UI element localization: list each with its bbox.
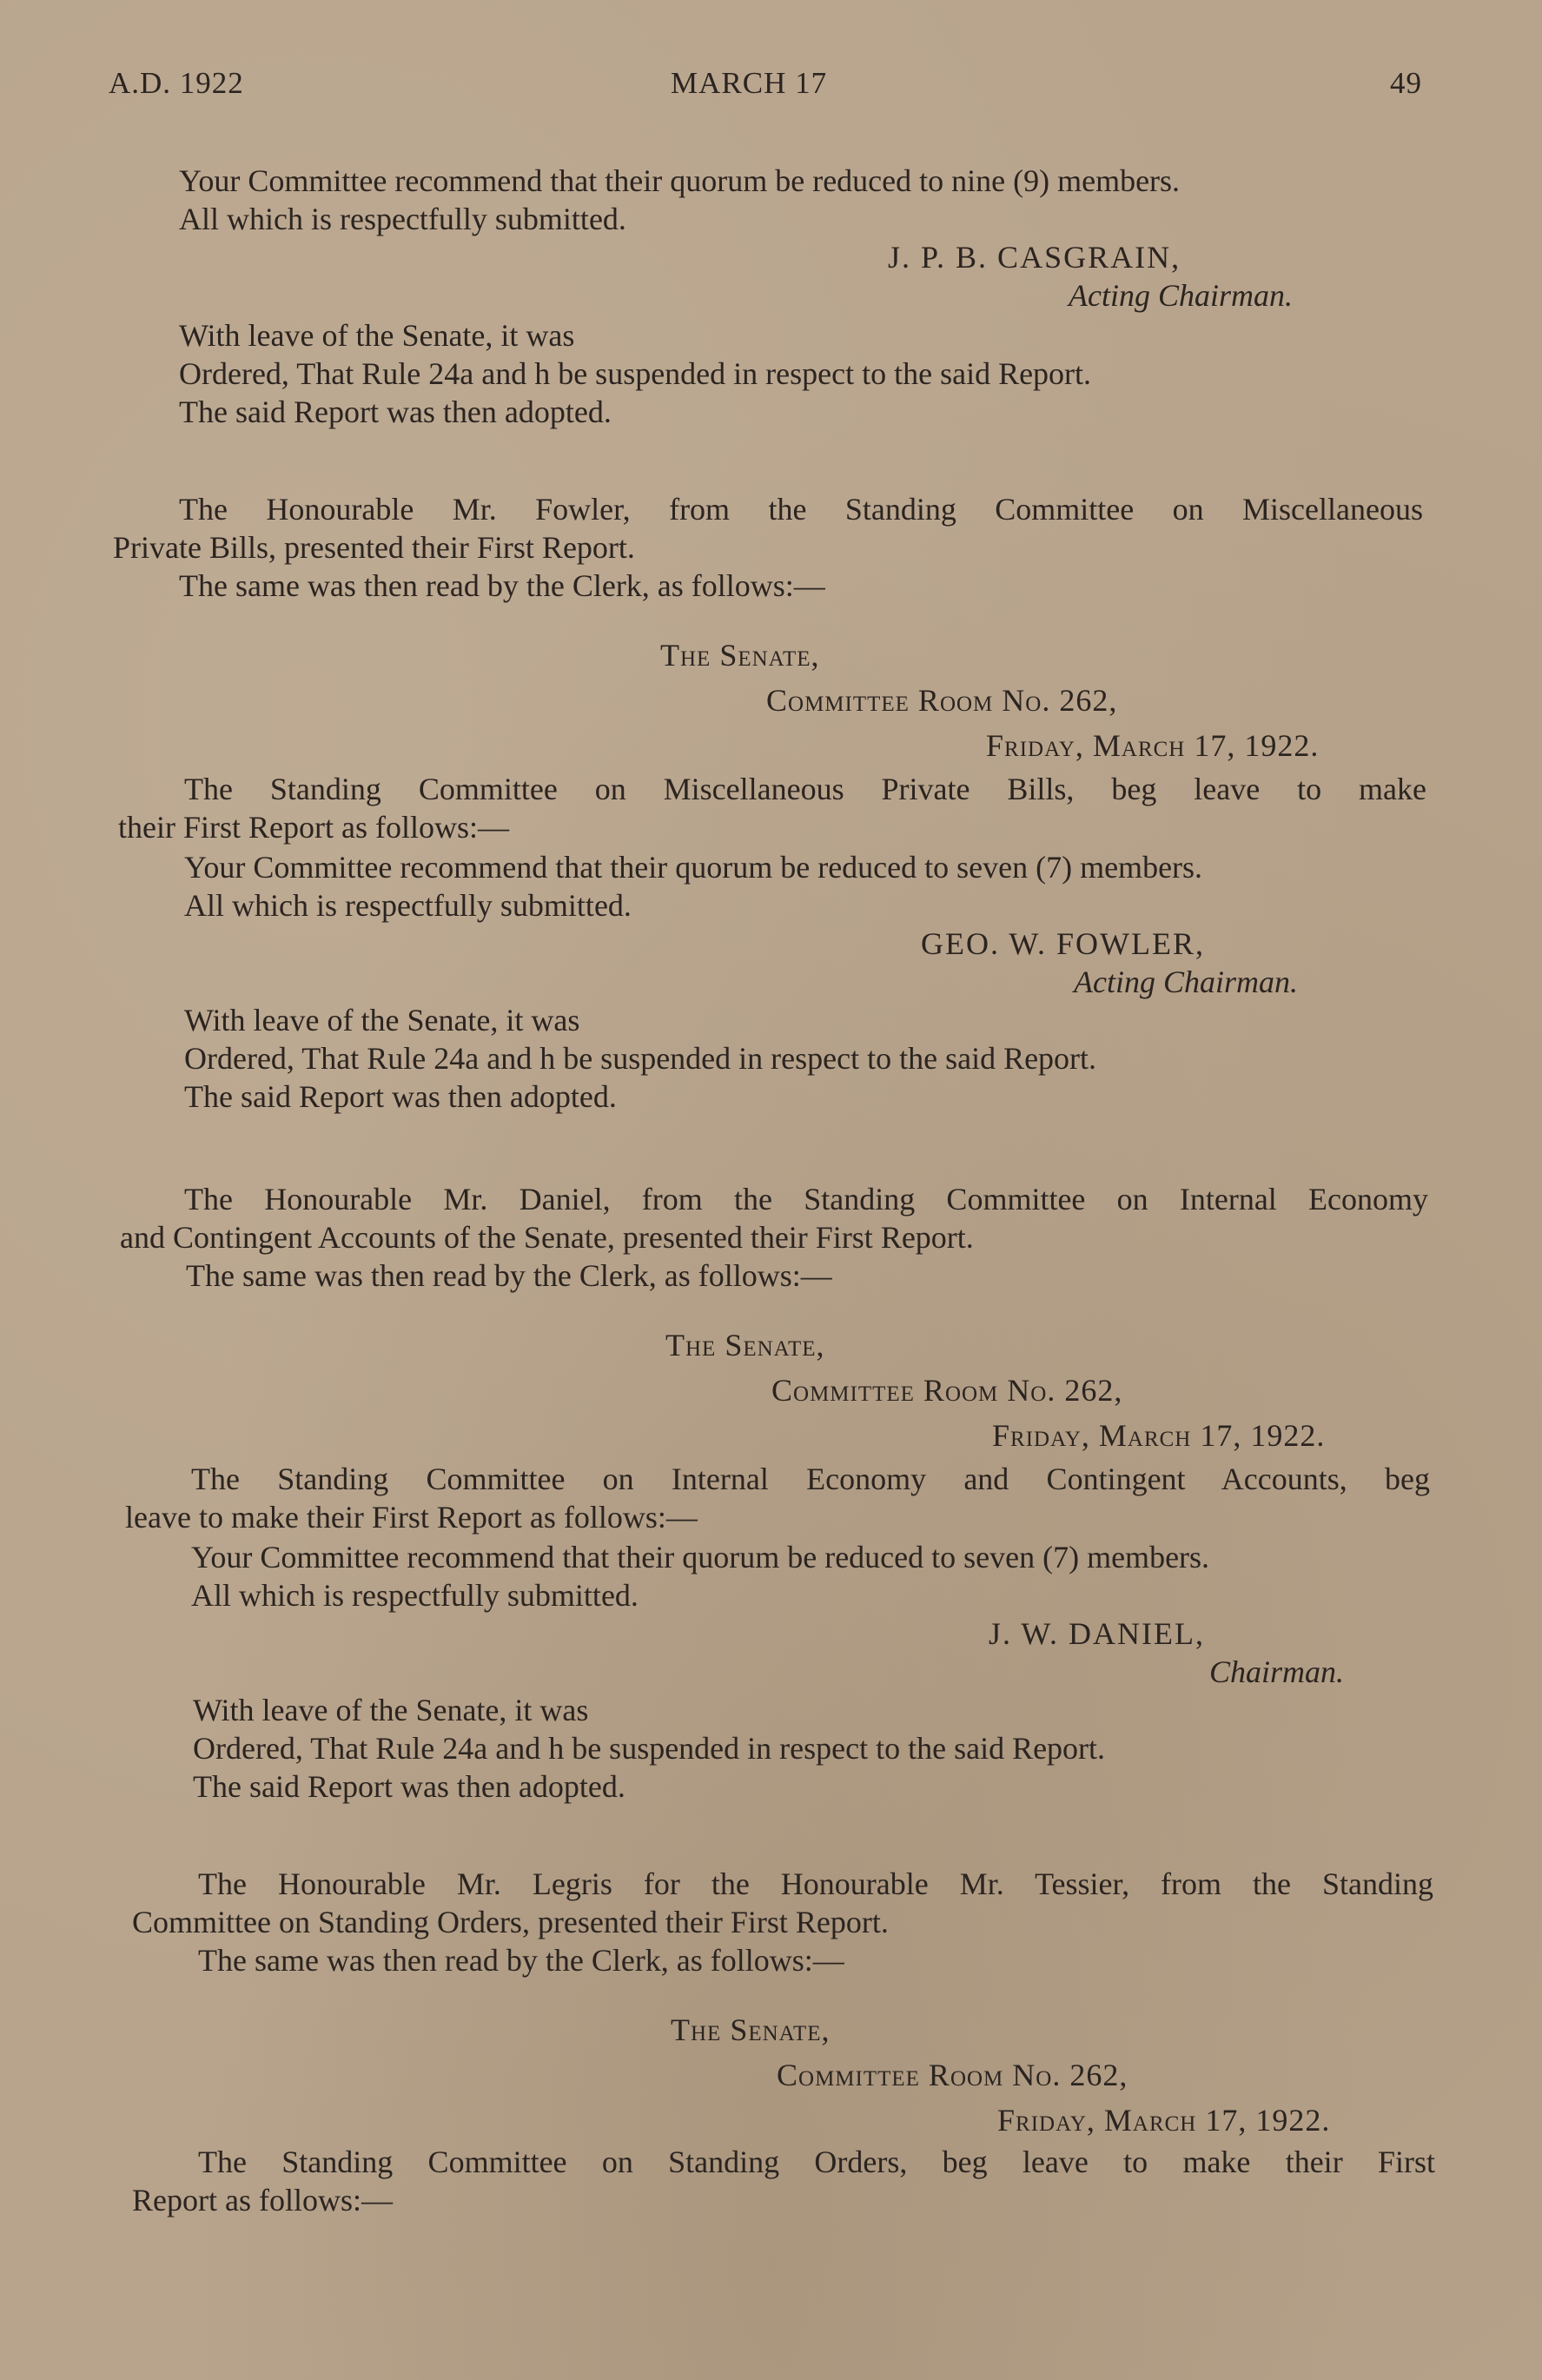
paragraph-line: Committee on Standing Orders, presented their First Report. — [132, 1905, 889, 1939]
signature-name: J. W. DANIEL, — [989, 1616, 1205, 1651]
signature-title: Chairman. — [1209, 1654, 1345, 1689]
paragraph-line: With leave of the Senate, it was — [184, 1003, 580, 1038]
paragraph-line: The Honourable Mr. Daniel, from the Standing Committee on Internal Economy — [184, 1182, 1428, 1217]
paragraph-line: Your Committee recommend that their quorum be reduced to nine (9) members. — [179, 163, 1181, 198]
letter-room: Committee Room No. 262, — [771, 1373, 1123, 1408]
header-date: MARCH 17 — [671, 66, 828, 100]
paragraph-line: All which is respectfully submitted. — [191, 1578, 639, 1613]
paragraph-line: The said Report was then adopted. — [184, 1079, 617, 1114]
paragraph-line: Ordered, That Rule 24a and h be suspended in respect to the said Report. — [184, 1041, 1097, 1076]
paragraph-line: and Contingent Accounts of the Senate, presented their First Report. — [120, 1220, 974, 1255]
page-number: 49 — [1390, 66, 1422, 100]
paragraph-line: The Honourable Mr. Fowler, from the Standing Committee on Miscellaneous — [179, 492, 1423, 527]
letter-heading: The Senate, — [660, 638, 820, 673]
signature-name: J. P. B. CASGRAIN, — [888, 240, 1181, 275]
paragraph-line: Ordered, That Rule 24a and h be suspended in respect to the said Report. — [193, 1731, 1106, 1766]
header-year: A.D. 1922 — [109, 66, 244, 100]
paragraph-line: Ordered, That Rule 24a and h be suspended in respect to the said Report. — [179, 356, 1092, 391]
paragraph-line: their First Report as follows:— — [118, 810, 509, 845]
paragraph-line: Report as follows:— — [132, 2183, 393, 2218]
paragraph-line: Your Committee recommend that their quorum be reduced to seven (7) members. — [191, 1540, 1210, 1575]
paragraph-line: The same was then read by the Clerk, as follows:— — [179, 568, 825, 603]
paragraph-line: With leave of the Senate, it was — [193, 1693, 589, 1727]
paragraph-line: The same was then read by the Clerk, as follows:— — [198, 1943, 844, 1978]
letter-date: Friday, March 17, 1922. — [997, 2103, 1331, 2138]
paragraph-line: Private Bills, presented their First Report. — [113, 530, 635, 565]
paragraph-line: With leave of the Senate, it was — [179, 318, 575, 353]
letter-heading: The Senate, — [665, 1328, 825, 1362]
paragraph-line: Your Committee recommend that their quorum be reduced to seven (7) members. — [184, 850, 1203, 885]
paragraph-line: The Standing Committee on Standing Orders, beg leave to make their First — [198, 2145, 1435, 2179]
signature-title: Acting Chairman. — [1074, 965, 1298, 999]
paragraph-line: The Standing Committee on Internal Economy and Contingent Accounts, beg — [191, 1462, 1430, 1496]
signature-name: GEO. W. FOWLER, — [921, 926, 1205, 961]
letter-heading: The Senate, — [671, 2012, 831, 2047]
letter-room: Committee Room No. 262, — [766, 683, 1118, 718]
signature-title: Acting Chairman. — [1069, 278, 1293, 313]
paragraph-line: The Honourable Mr. Legris for the Honourable Mr. Tessier, from the Standing — [198, 1866, 1433, 1901]
letter-date: Friday, March 17, 1922. — [992, 1418, 1326, 1453]
paragraph-line: All which is respectfully submitted. — [184, 888, 632, 923]
paragraph-line: All which is respectfully submitted. — [179, 202, 626, 236]
paragraph-line: leave to make their First Report as follows:— — [125, 1500, 698, 1535]
paragraph-line: The said Report was then adopted. — [193, 1769, 625, 1804]
paragraph-line: The Standing Committee on Miscellaneous Private Bills, beg leave to make — [184, 772, 1426, 806]
letter-room: Committee Room No. 262, — [777, 2058, 1128, 2092]
letter-date: Friday, March 17, 1922. — [986, 728, 1320, 763]
paragraph-line: The said Report was then adopted. — [179, 394, 612, 429]
paragraph-line: The same was then read by the Clerk, as follows:— — [186, 1258, 832, 1293]
